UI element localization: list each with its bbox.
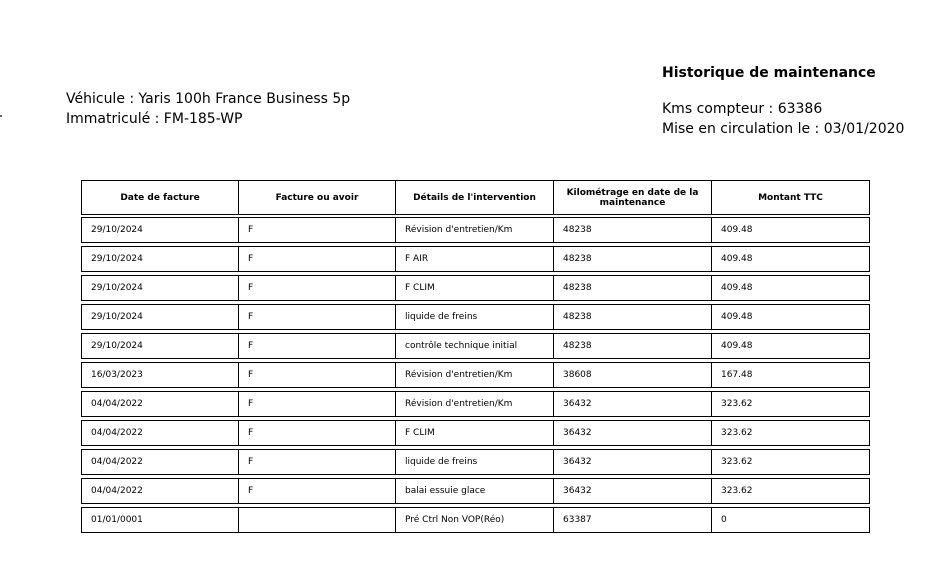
history-info xyxy=(662,64,904,139)
cell-intervention-details: Révision d'entretien/Km xyxy=(396,217,554,243)
table-row xyxy=(81,275,870,301)
cell-intervention-details: Révision d'entretien/Km xyxy=(396,362,554,388)
cell-invoice-date: 01/01/0001 xyxy=(81,507,239,533)
cell-intervention-details: contrôle technique initial xyxy=(396,333,554,359)
cell-invoice-type: F xyxy=(239,449,396,475)
cell-mileage: 36432 xyxy=(554,391,712,417)
cell-invoice-type: F xyxy=(239,362,396,388)
cell-invoice-date: 29/10/2024 xyxy=(81,304,239,330)
vehicle-plate: Immatriculé : FM-185-WP xyxy=(66,111,243,127)
header-invoice-type: Facture ou avoir xyxy=(239,180,396,215)
cell-invoice-date: 29/10/2024 xyxy=(81,275,239,301)
cell-invoice-date: 04/04/2022 xyxy=(81,420,239,446)
cell-invoice-date: 04/04/2022 xyxy=(81,449,239,475)
table-row xyxy=(81,217,870,243)
cell-invoice-date: 29/10/2024 xyxy=(81,333,239,359)
header-mileage: Kilométrage en date de la maintenance xyxy=(554,180,712,215)
cell-intervention-details: F AIR xyxy=(396,246,554,272)
cell-intervention-details: F CLIM xyxy=(396,420,554,446)
cell-invoice-type: F xyxy=(239,246,396,272)
cell-mileage: 48238 xyxy=(554,304,712,330)
odometer-reading: Kms compteur : 63386 xyxy=(662,101,823,117)
cell-intervention-details: F CLIM xyxy=(396,275,554,301)
cell-mileage: 48238 xyxy=(554,275,712,301)
cell-invoice-date: 29/10/2024 xyxy=(81,217,239,243)
cell-mileage: 36432 xyxy=(554,420,712,446)
table-row xyxy=(81,362,870,388)
cell-invoice-type xyxy=(239,507,396,533)
header-invoice-date: Date de facture xyxy=(81,180,239,215)
registration-date: Mise en circulation le : 03/01/2020 xyxy=(662,121,905,137)
table-row xyxy=(81,449,870,475)
cell-amount: 323.62 xyxy=(712,478,870,504)
page-title: Historique de maintenance xyxy=(662,65,876,81)
cell-invoice-date: 29/10/2024 xyxy=(81,246,239,272)
cell-amount: 409.48 xyxy=(712,333,870,359)
cell-invoice-date: 04/04/2022 xyxy=(81,391,239,417)
table-body xyxy=(81,215,870,533)
cell-amount: 409.48 xyxy=(712,275,870,301)
cell-invoice-type: F xyxy=(239,478,396,504)
table-row xyxy=(81,304,870,330)
table-header-row xyxy=(81,180,870,215)
cell-amount: 167.48 xyxy=(712,362,870,388)
cell-intervention-details: balai essuie glace xyxy=(396,478,554,504)
cell-amount: 323.62 xyxy=(712,449,870,475)
cell-invoice-date: 16/03/2023 xyxy=(81,362,239,388)
cell-amount: 323.62 xyxy=(712,391,870,417)
cell-intervention-details: Pré Ctrl Non VOP(Réo) xyxy=(396,507,554,533)
cell-invoice-date: 04/04/2022 xyxy=(81,478,239,504)
margin-mark xyxy=(0,115,2,117)
cell-amount: 409.48 xyxy=(712,217,870,243)
cell-intervention-details: Révision d'entretien/Km xyxy=(396,391,554,417)
vehicle-model: Véhicule : Yaris 100h France Business 5p xyxy=(66,91,351,107)
header-amount: Montant TTC xyxy=(712,180,870,215)
cell-amount: 0 xyxy=(712,507,870,533)
cell-mileage: 36432 xyxy=(554,449,712,475)
table-row xyxy=(81,478,870,504)
cell-mileage: 36432 xyxy=(554,478,712,504)
vehicle-info xyxy=(66,89,350,129)
table-row xyxy=(81,420,870,446)
table-row xyxy=(81,507,870,533)
cell-invoice-type: F xyxy=(239,420,396,446)
cell-amount: 409.48 xyxy=(712,246,870,272)
table-row xyxy=(81,246,870,272)
cell-amount: 323.62 xyxy=(712,420,870,446)
cell-mileage: 38608 xyxy=(554,362,712,388)
cell-intervention-details: liquide de freins xyxy=(396,449,554,475)
cell-amount: 409.48 xyxy=(712,304,870,330)
table-row xyxy=(81,391,870,417)
cell-mileage: 48238 xyxy=(554,217,712,243)
header-intervention-details: Détails de l'intervention xyxy=(396,180,554,215)
cell-intervention-details: liquide de freins xyxy=(396,304,554,330)
maintenance-table xyxy=(81,180,870,533)
cell-invoice-type: F xyxy=(239,217,396,243)
cell-invoice-type: F xyxy=(239,391,396,417)
cell-invoice-type: F xyxy=(239,275,396,301)
cell-mileage: 63387 xyxy=(554,507,712,533)
table-row xyxy=(81,333,870,359)
cell-invoice-type: F xyxy=(239,333,396,359)
cell-mileage: 48238 xyxy=(554,333,712,359)
cell-invoice-type: F xyxy=(239,304,396,330)
cell-mileage: 48238 xyxy=(554,246,712,272)
